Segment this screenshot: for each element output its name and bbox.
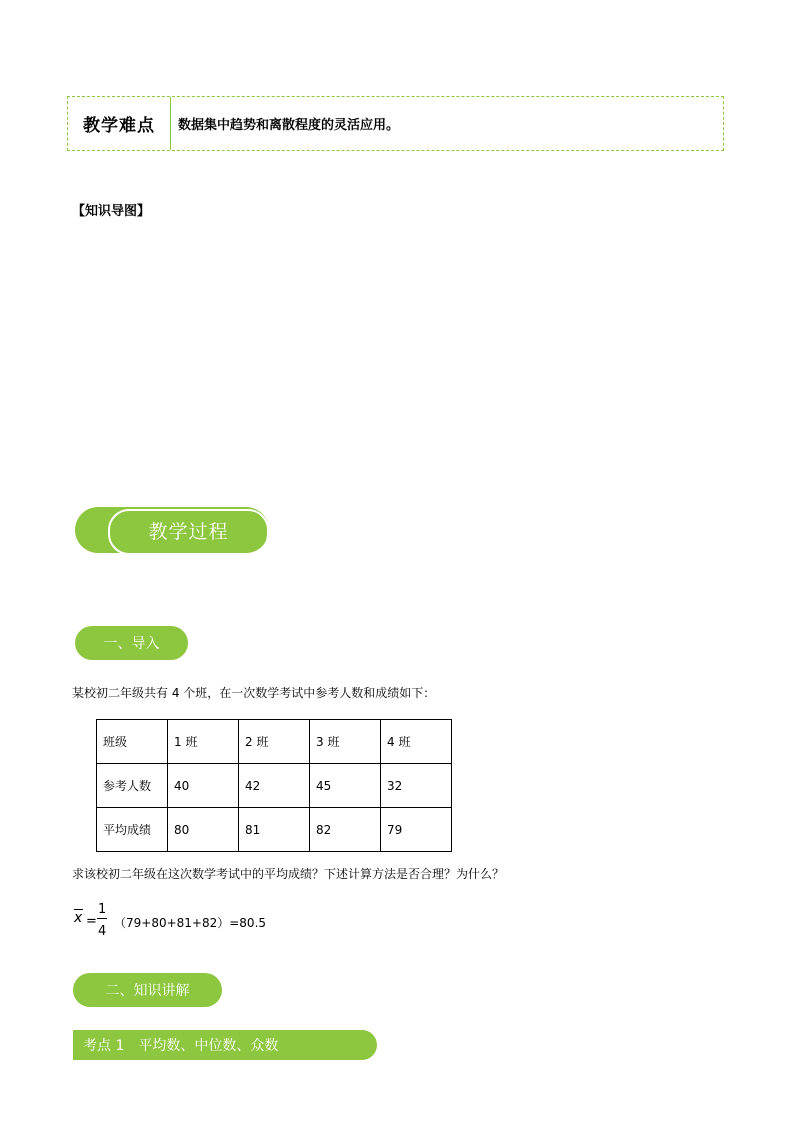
table-row xyxy=(97,808,452,852)
table-cell: 班级 xyxy=(97,720,168,764)
table-cell: 80 xyxy=(168,808,239,852)
table-cell: 81 xyxy=(239,808,310,852)
difficulty-text: 数据集中趋势和离散程度的灵活应用。 xyxy=(178,118,400,133)
fraction-numerator: 1 xyxy=(98,902,107,917)
process-banner: 教学过程 xyxy=(148,520,229,543)
table-cell: 42 xyxy=(239,764,310,808)
table-cell: 45 xyxy=(310,764,381,808)
section-knowledge-pill: 二、知识讲解 xyxy=(73,973,222,1007)
table-cell: 79 xyxy=(381,808,452,852)
difficulty-box xyxy=(67,96,724,151)
fraction-bar xyxy=(97,918,107,919)
topic-bar: 考点 1 平均数、中位数、众数 xyxy=(73,1030,377,1060)
table-cell: 1 班 xyxy=(168,720,239,764)
intro-text: 某校初二年级共有 4 个班，在一次数学考试中参考人数和成绩如下： xyxy=(72,686,436,700)
mean-symbol: x xyxy=(74,910,83,926)
knowledge-map-title: 【知识导图】 xyxy=(72,204,151,219)
section-intro-pill: 一、导入 xyxy=(75,626,188,660)
table-cell: 4 班 xyxy=(381,720,452,764)
table-cell: 82 xyxy=(310,808,381,852)
question-text: 求该校初二年级在这次数学考试中的平均成绩？下述计算方法是否合理？为什么？ xyxy=(72,867,505,881)
table-cell: 40 xyxy=(168,764,239,808)
formula-expression: （79+80+81+82）=80.5 xyxy=(114,916,267,930)
difficulty-label: 教学难点 xyxy=(68,97,171,150)
table-cell: 32 xyxy=(381,764,452,808)
table-cell: 参考人数 xyxy=(97,764,168,808)
score-table xyxy=(96,719,452,852)
table-cell: 平均成绩 xyxy=(97,808,168,852)
table-cell: 3 班 xyxy=(310,720,381,764)
table-cell: 2 班 xyxy=(239,720,310,764)
formula-equals: = xyxy=(86,914,97,929)
table-row xyxy=(97,764,452,808)
table-row xyxy=(97,720,452,764)
fraction-denominator: 4 xyxy=(98,924,107,939)
